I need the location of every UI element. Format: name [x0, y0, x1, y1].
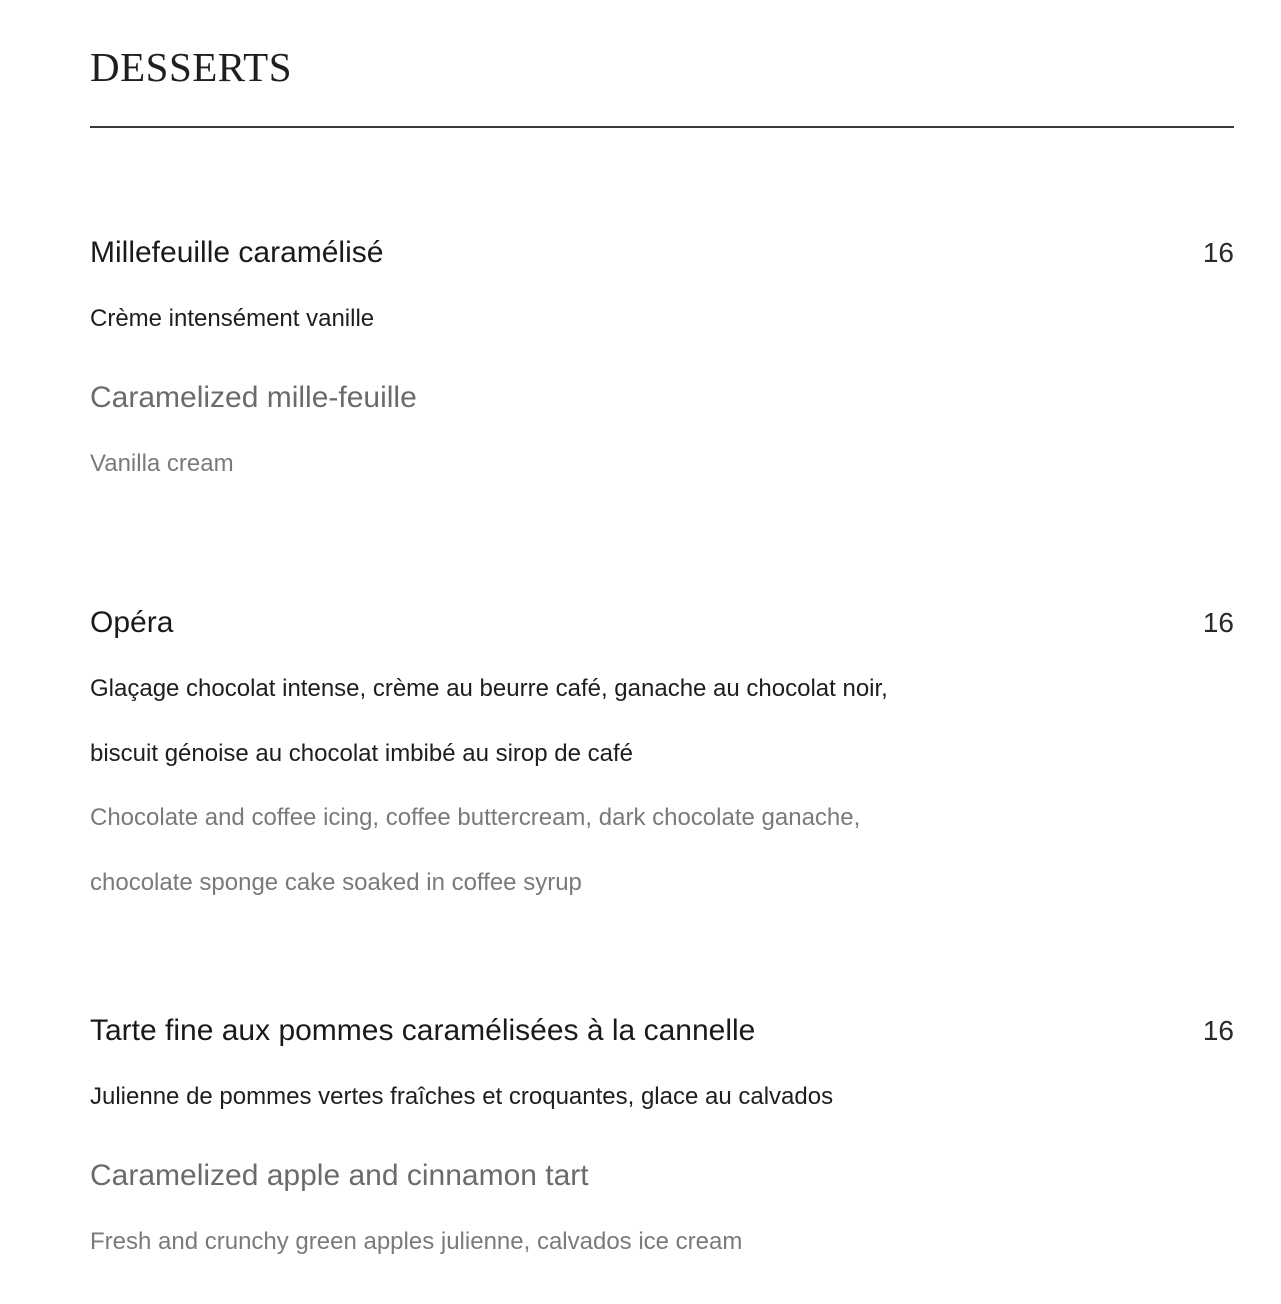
item-name-en: Caramelized mille-feuille	[90, 381, 417, 414]
item-description-en-line-1: Chocolate and coffee icing, coffee buttercream, dark chocolate ganache,	[90, 804, 861, 831]
item-description-fr: Crème intensément vanille	[90, 305, 375, 332]
item-description-fr-line-1: Glaçage chocolat intense, crème au beurre café, ganache au chocolat noir,	[90, 675, 888, 702]
item-price: 16	[1202, 607, 1234, 638]
item-name-en: Caramelized apple and cinnamon tart	[90, 1159, 589, 1192]
item-description-en: Fresh and crunchy green apples julienne, calvados ice cream	[90, 1228, 743, 1255]
item-name-fr: Tarte fine aux pommes caramélisées à la cannelle	[90, 1014, 756, 1047]
item-description-fr: Julienne de pommes vertes fraîches et croquantes, glace au calvados	[90, 1083, 834, 1110]
item-name-fr: Millefeuille caramélisé	[90, 236, 384, 269]
item-description-en: Vanilla cream	[90, 450, 234, 477]
item-price: 16	[1202, 1015, 1234, 1046]
section-title: DESSERTS	[90, 44, 293, 90]
item-description-en-line-2: chocolate sponge cake soaked in coffee syrup	[90, 869, 582, 896]
item-description-fr-line-2: biscuit génoise au chocolat imbibé au sirop de café	[90, 740, 633, 767]
title-divider	[90, 126, 1234, 128]
item-name-fr: Opéra	[90, 606, 174, 639]
item-price: 16	[1202, 237, 1234, 268]
